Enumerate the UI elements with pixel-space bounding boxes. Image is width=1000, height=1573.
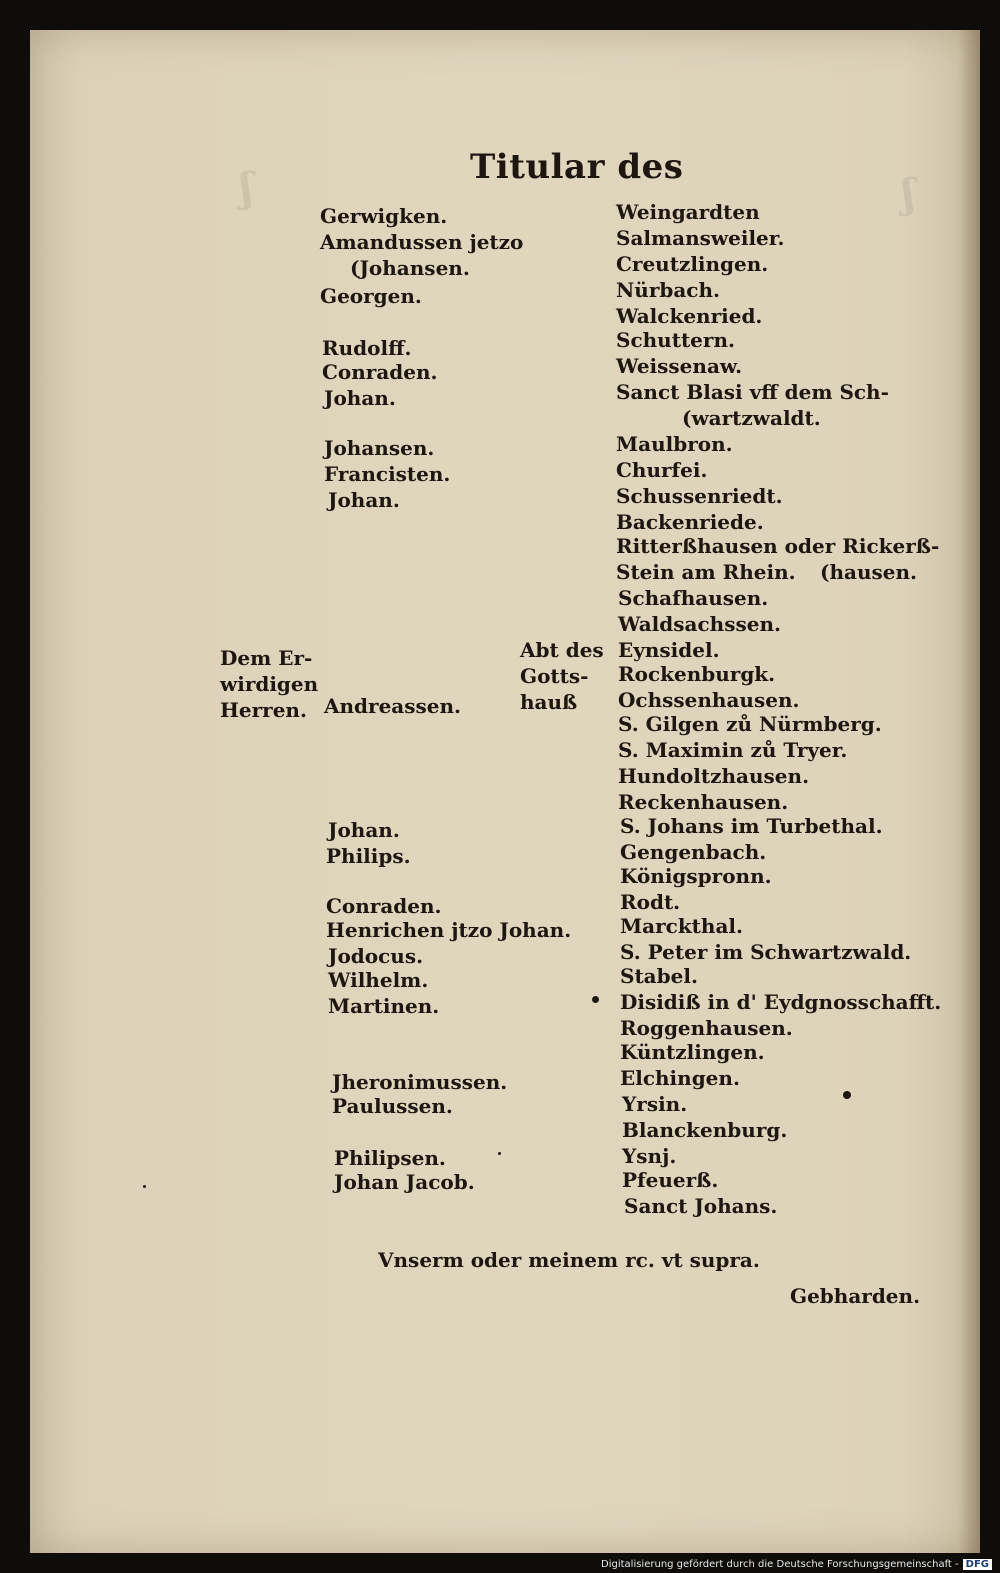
place-entry: Nürbach. bbox=[616, 278, 720, 302]
place-entry: S. Peter im Schwartzwald. bbox=[620, 940, 912, 964]
name-entry: Paulussen. bbox=[332, 1094, 453, 1118]
outer-label-line: Dem Er- bbox=[220, 646, 313, 670]
place-entry: S. Maximin zů Tryer. bbox=[618, 738, 848, 762]
place-entry: S. Gilgen zů Nürmberg. bbox=[618, 712, 882, 736]
name-entry: Wilhelm. bbox=[328, 968, 429, 992]
place-entry: Sanct Blasi vff dem Sch- bbox=[616, 380, 889, 404]
name-entry: (Johansen. bbox=[350, 256, 470, 280]
digitization-credit bbox=[601, 1559, 992, 1570]
place-entry: Gengenbach. bbox=[620, 840, 767, 864]
place-entry: Rodt. bbox=[620, 890, 681, 914]
ink-spot bbox=[843, 1091, 851, 1099]
middle-label-line: Gotts- bbox=[520, 664, 589, 688]
name-entry: Henrichen jtzo Johan. bbox=[326, 918, 572, 942]
name-entry: Conraden. bbox=[326, 894, 442, 918]
place-entry: Königspronn. bbox=[620, 864, 772, 888]
page-edge-shadow bbox=[958, 30, 980, 1553]
place-entry: Maulbron. bbox=[616, 432, 733, 456]
dfg-logo: DFG bbox=[963, 1559, 992, 1570]
place-entry: Disidiß in d' Eydgnosschafft. bbox=[620, 990, 942, 1014]
name-entry: Philipsen. bbox=[334, 1146, 446, 1170]
name-entry: Andreassen. bbox=[324, 694, 462, 718]
place-entry: S. Johans im Turbethal. bbox=[620, 814, 883, 838]
place-entry: Weissenaw. bbox=[616, 354, 743, 378]
place-entry: Stein am Rhein. bbox=[616, 560, 796, 584]
place-entry: Schussenriedt. bbox=[616, 484, 783, 508]
place-entry: Ysnj. bbox=[622, 1144, 677, 1168]
place-entry: Ritterßhausen oder Rickerß- bbox=[616, 534, 940, 558]
place-entry: Sanct Johans. bbox=[624, 1194, 778, 1218]
name-entry: Conraden. bbox=[322, 360, 438, 384]
place-entry: Pfeuerß. bbox=[622, 1168, 719, 1192]
name-entry: Francisten. bbox=[324, 462, 451, 486]
place-entry: Marckthal. bbox=[620, 914, 743, 938]
place-entry: Ochssenhausen. bbox=[618, 688, 800, 712]
place-entry: (hausen. bbox=[820, 560, 917, 584]
place-entry: Rockenburgk. bbox=[618, 662, 776, 686]
middle-label-line: hauß bbox=[520, 690, 578, 714]
place-entry: Elchingen. bbox=[620, 1066, 740, 1090]
name-entry: Amandussen jetzo bbox=[320, 230, 524, 254]
middle-label-line: Abt des bbox=[520, 638, 604, 662]
name-entry: Johan. bbox=[328, 488, 400, 512]
place-entry: Küntzlingen. bbox=[620, 1040, 765, 1064]
outer-label-line: Herren. bbox=[220, 698, 307, 722]
page-title: Titular des bbox=[470, 147, 684, 187]
name-entry: Johan Jacob. bbox=[334, 1170, 475, 1194]
place-entry: Stabel. bbox=[620, 964, 698, 988]
closing-formula: Vnserm oder meinem rc. vt supra. bbox=[378, 1248, 760, 1272]
place-entry: Schuttern. bbox=[616, 328, 735, 352]
place-entry: Roggenhausen. bbox=[620, 1016, 793, 1040]
place-entry: Reckenhausen. bbox=[618, 790, 789, 814]
place-entry: (wartzwaldt. bbox=[682, 406, 821, 430]
name-entry: Rudolff. bbox=[322, 336, 412, 360]
place-entry: Yrsin. bbox=[622, 1092, 688, 1116]
name-entry: Georgen. bbox=[320, 284, 422, 308]
name-entry: Martinen. bbox=[328, 994, 440, 1018]
bleed-through-mark: ʃ bbox=[240, 164, 254, 211]
book-page bbox=[30, 30, 980, 1553]
bleed-through-mark: ʃ bbox=[902, 170, 916, 217]
name-entry: Johan. bbox=[324, 386, 396, 410]
name-entry: Philips. bbox=[326, 844, 411, 868]
name-entry: Jheronimussen. bbox=[332, 1070, 508, 1094]
name-entry: Jodocus. bbox=[328, 944, 424, 968]
place-entry: Hundoltzhausen. bbox=[618, 764, 810, 788]
place-entry: Waldsachssen. bbox=[618, 612, 781, 636]
name-entry: Gerwigken. bbox=[320, 204, 448, 228]
place-entry: Churfei. bbox=[616, 458, 708, 482]
name-entry: Johansen. bbox=[324, 436, 435, 460]
place-entry: Weingardten bbox=[616, 200, 760, 224]
catchword: Gebharden. bbox=[790, 1284, 921, 1308]
outer-label-line: wirdigen bbox=[220, 672, 319, 696]
place-entry: Salmansweiler. bbox=[616, 226, 785, 250]
ink-spot bbox=[592, 996, 599, 1003]
place-entry: Creutzlingen. bbox=[616, 252, 769, 276]
ink-spot bbox=[498, 1152, 501, 1155]
place-entry: Eynsidel. bbox=[618, 638, 720, 662]
credit-text: Digitalisierung gefördert durch die Deutsche Forschungsgemeinschaft - bbox=[601, 1559, 959, 1570]
place-entry: Blanckenburg. bbox=[622, 1118, 788, 1142]
place-entry: Walckenried. bbox=[616, 304, 763, 328]
name-entry: Johan. bbox=[328, 818, 400, 842]
place-entry: Schafhausen. bbox=[618, 586, 769, 610]
place-entry: Backenriede. bbox=[616, 510, 764, 534]
ink-spot bbox=[143, 1185, 146, 1188]
